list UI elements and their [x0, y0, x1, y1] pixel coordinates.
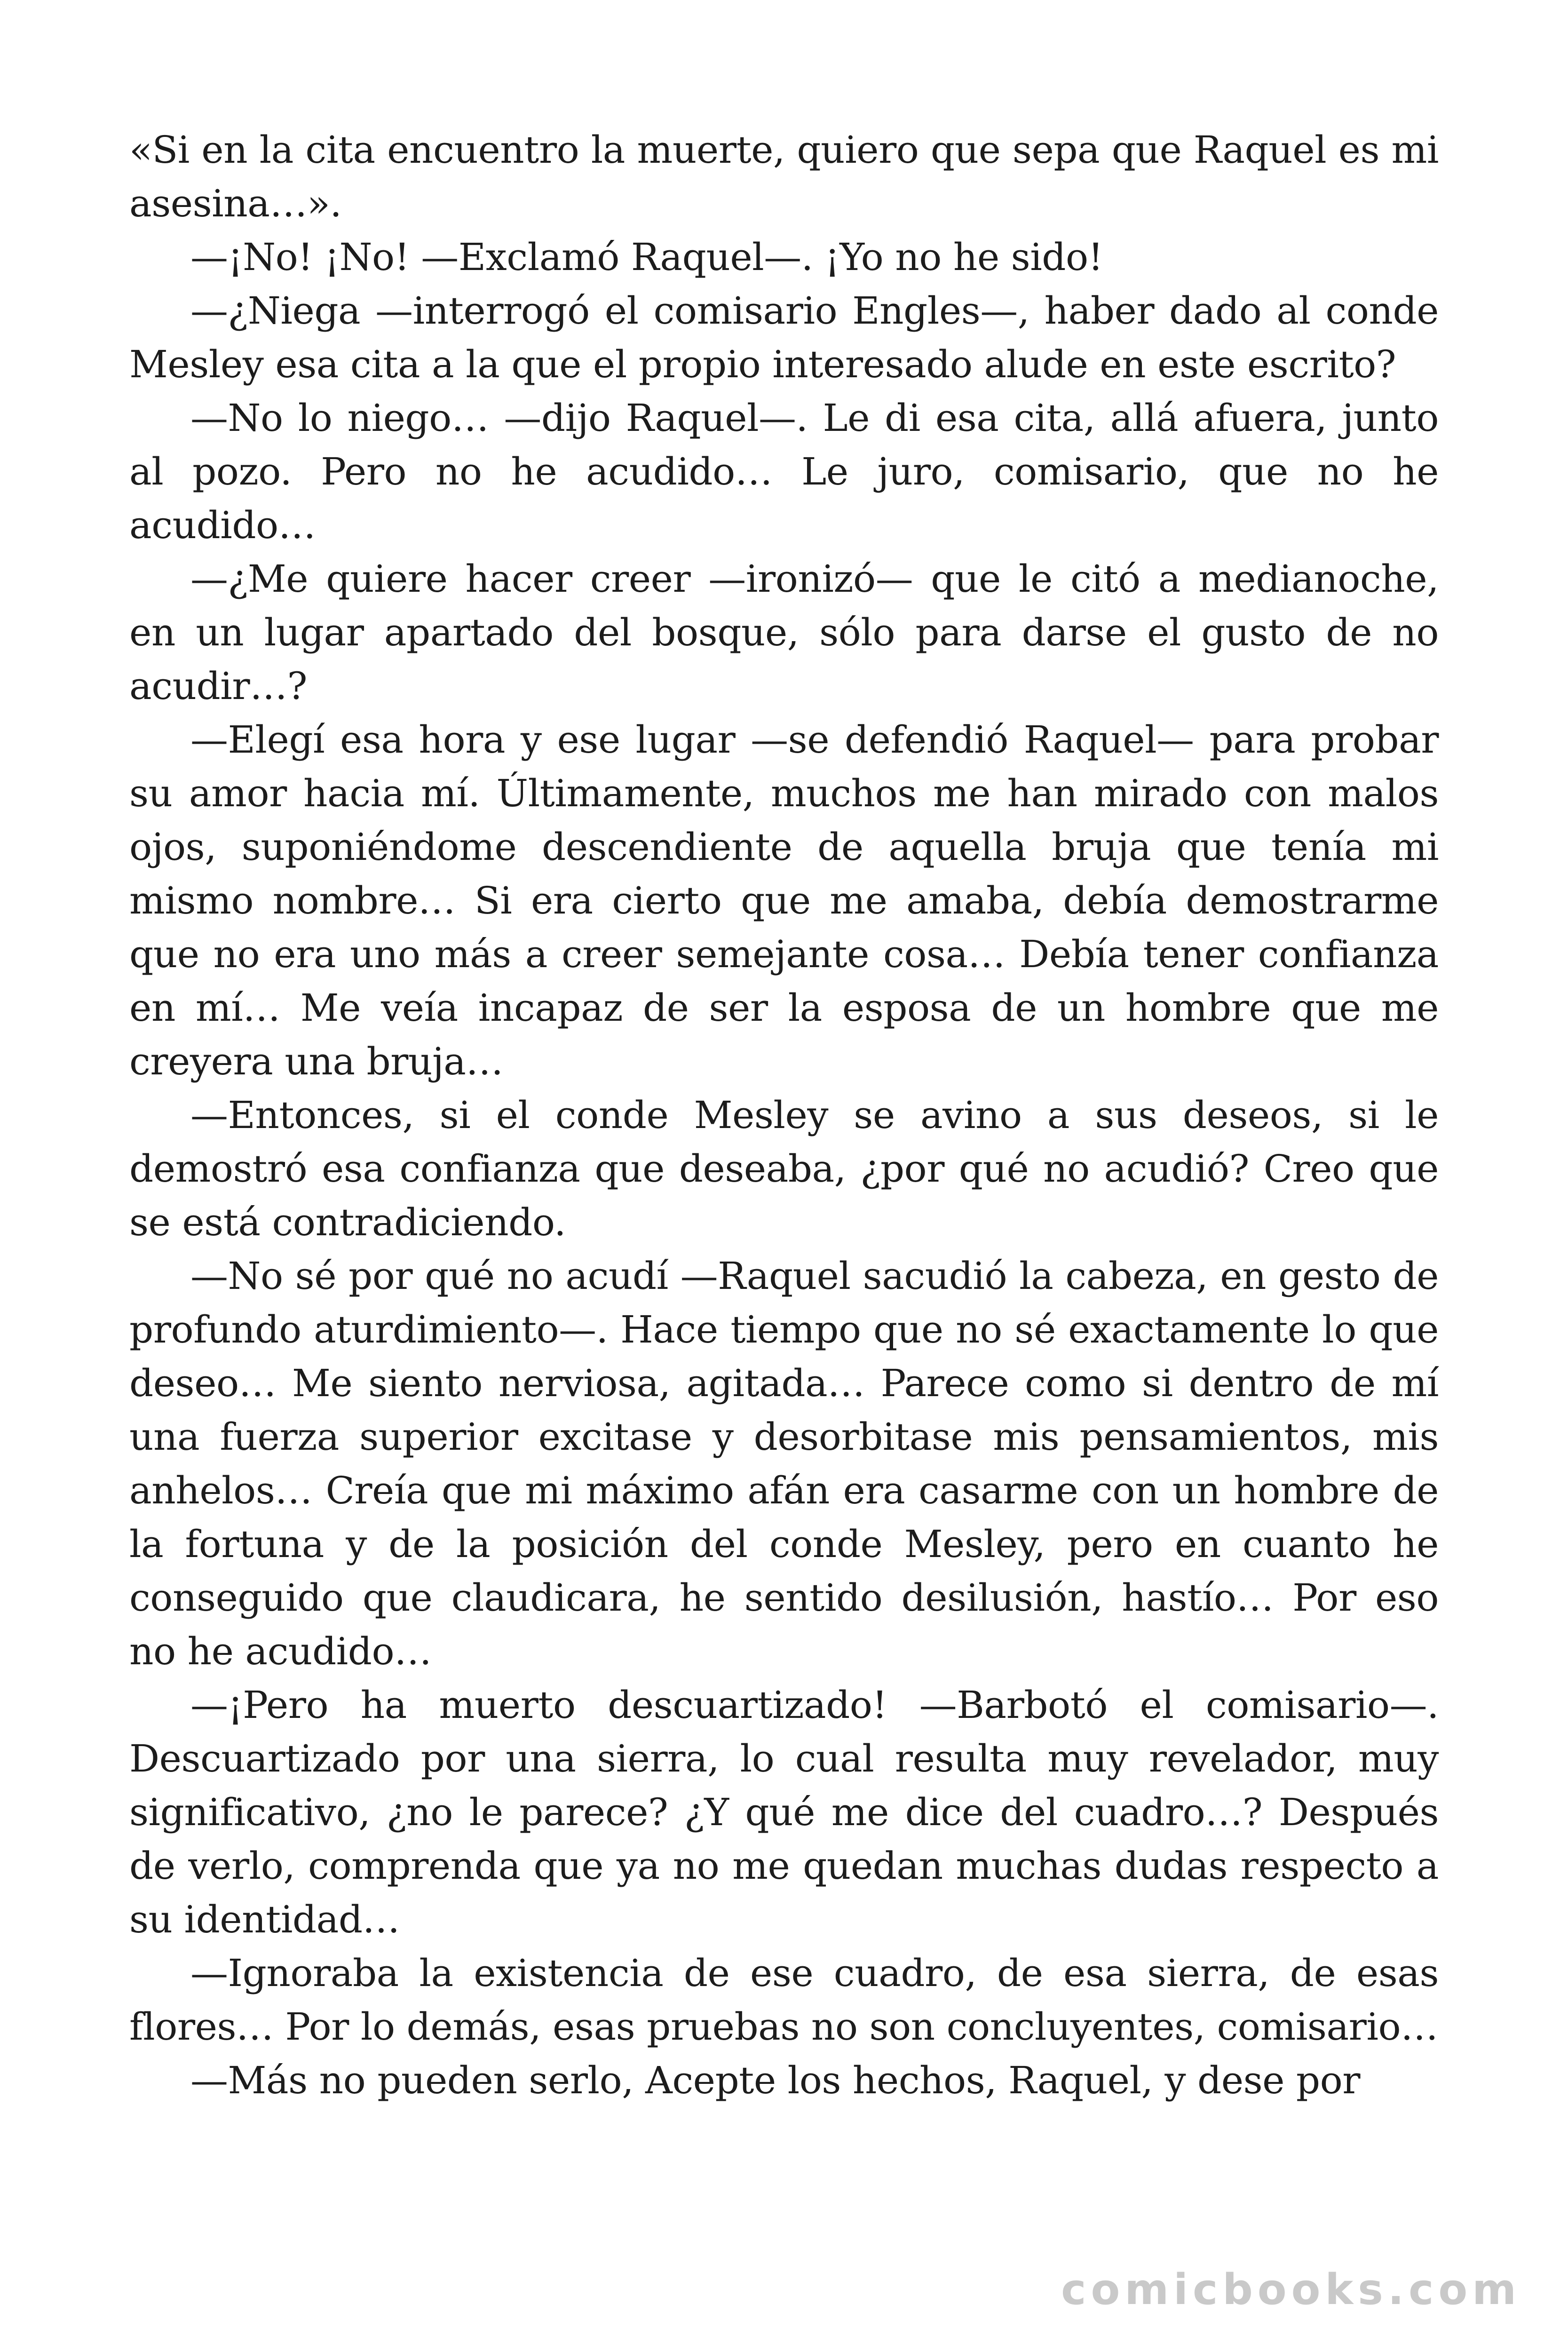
book-page-text: [129, 123, 1439, 2107]
paragraph-11: —Más no pueden serlo, Acepte los hechos, Raquel, y dese por: [190, 2058, 1361, 2102]
paragraph-1: «Si en la cita encuentro la muerte, quiero que sepa que Raquel es mi asesina…».: [129, 128, 1439, 225]
paragraph-4: —No lo niego… —dijo Raquel—. Le di esa cita, allá afuera, junto al pozo. Pero no he acudido… Le juro, comisario, que no he acudido…: [129, 396, 1439, 547]
paragraph-3: —¿Niega —interrogó el comisario Engles—, haber dado al conde Mesley esa cita a la que el propio interesado alude en este escrito?: [129, 289, 1439, 386]
paragraph-10: —Ignoraba la existencia de ese cuadro, de esa sierra, de esas flores… Por lo demás, esas pruebas no son concluyentes, comisario…: [129, 1951, 1439, 2049]
paragraph-7: —Entonces, si el conde Mesley se avino a sus deseos, si le demostró esa confianza que deseaba, ¿por qué no acudió? Creo que se está contradiciendo.: [129, 1093, 1439, 1244]
paragraph-5: —¿Me quiere hacer creer —ironizó— que le citó a medianoche, en un lugar apartado del bosque, sólo para darse el gusto de no acudir…?: [129, 557, 1439, 708]
paragraph-6: —Elegí esa hora y ese lugar —se defendió Raquel— para probar su amor hacia mí. Últimamente, muchos me han mirado con malos ojos, suponiéndome descendiente de aquella bruja que tenía mi mismo nombre… Si era cierto que me amaba, debía demostrarme que no era uno más a creer semejante cosa… Debía tener confianza en mí… Me veía incapaz de ser la esposa de un hombre que me creyera una bruja…: [129, 718, 1439, 1083]
watermark-logo: comicbooks.com: [1061, 2265, 1521, 2314]
paragraph-9: —¡Pero ha muerto descuartizado! —Barbotó el comisario—. Descuartizado por una sierra, lo cual resulta muy revelador, muy significativo, ¿no le parece? ¿Y qué me dice del cuadro…? Después de verlo, comprenda que ya no me quedan muchas dudas respecto a su identidad…: [129, 1683, 1439, 1941]
paragraph-2: —¡No! ¡No! —Exclamó Raquel—. ¡Yo no he sido!: [190, 235, 1103, 279]
paragraph-8: —No sé por qué no acudí —Raquel sacudió la cabeza, en gesto de profundo aturdimiento—. Hace tiempo que no sé exactamente lo que deseo… Me siento nerviosa, agitada… Parece como si dentro de mí una fuerza superior excitase y desorbitase mis pensamientos, mis anhelos… Creía que mi máximo afán era casarme con un hombre de la fortuna y de la posición del conde Mesley, pero en cuanto he conseguido que claudicara, he sentido desilusión, hastío… Por eso no he acudido…: [129, 1254, 1439, 1673]
